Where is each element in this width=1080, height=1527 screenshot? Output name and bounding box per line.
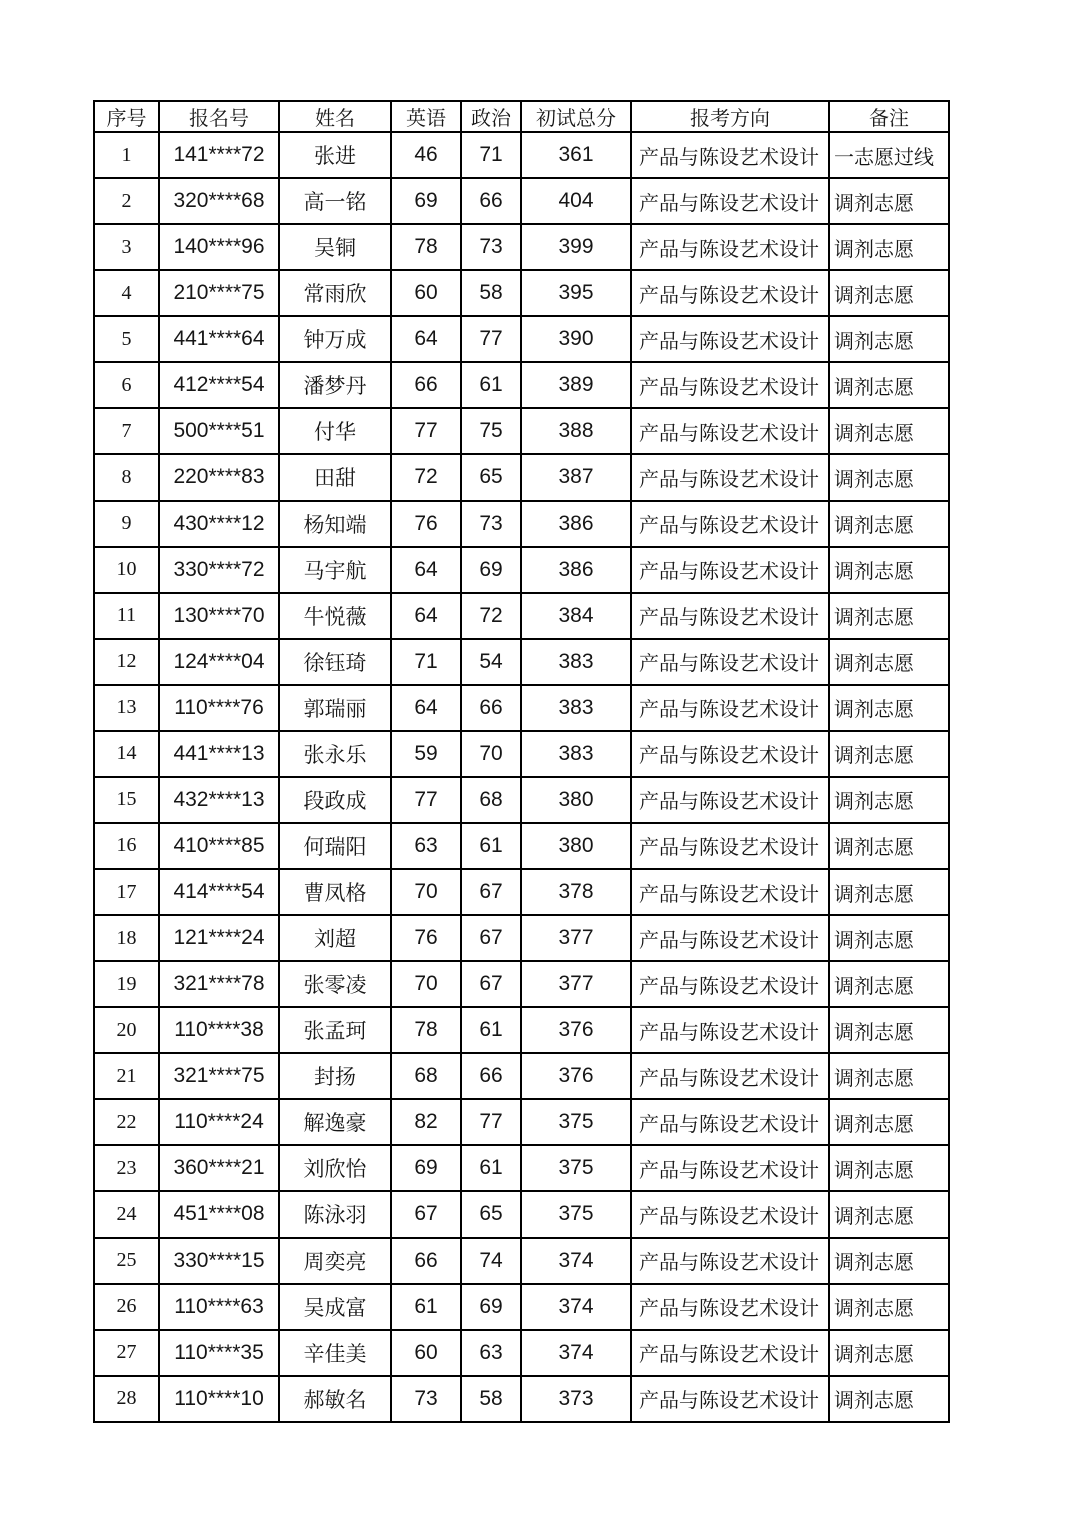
cell-english-score: 68 bbox=[391, 1053, 461, 1099]
cell-remark: 调剂志愿 bbox=[829, 685, 949, 731]
table-row bbox=[94, 685, 949, 731]
cell-serial-number: 21 bbox=[94, 1053, 159, 1099]
cell-politics-score: 66 bbox=[461, 178, 521, 224]
cell-total-score: 375 bbox=[521, 1099, 631, 1145]
cell-serial-number: 12 bbox=[94, 639, 159, 685]
table-row bbox=[94, 547, 949, 593]
cell-serial-number: 5 bbox=[94, 316, 159, 362]
cell-registration-number: 410****85 bbox=[159, 823, 279, 869]
cell-politics-score: 72 bbox=[461, 593, 521, 639]
cell-registration-number: 414****54 bbox=[159, 869, 279, 915]
table-row bbox=[94, 501, 949, 547]
cell-application-direction: 产品与陈设艺术设计 bbox=[631, 1053, 829, 1099]
table-row bbox=[94, 915, 949, 961]
cell-remark: 调剂志愿 bbox=[829, 869, 949, 915]
cell-name: 吴成富 bbox=[279, 1284, 391, 1330]
cell-remark: 调剂志愿 bbox=[829, 501, 949, 547]
cell-english-score: 76 bbox=[391, 915, 461, 961]
cell-total-score: 380 bbox=[521, 823, 631, 869]
cell-name: 辛佳美 bbox=[279, 1330, 391, 1376]
cell-application-direction: 产品与陈设艺术设计 bbox=[631, 777, 829, 823]
table-row bbox=[94, 777, 949, 823]
cell-total-score: 384 bbox=[521, 593, 631, 639]
cell-remark: 调剂志愿 bbox=[829, 1238, 949, 1284]
cell-remark: 一志愿过线 bbox=[829, 132, 949, 178]
cell-politics-score: 77 bbox=[461, 1099, 521, 1145]
header-serial-number: 序号 bbox=[94, 101, 159, 132]
cell-english-score: 59 bbox=[391, 731, 461, 777]
cell-english-score: 66 bbox=[391, 362, 461, 408]
cell-name: 钟万成 bbox=[279, 316, 391, 362]
cell-name: 段政成 bbox=[279, 777, 391, 823]
cell-name: 郭瑞丽 bbox=[279, 685, 391, 731]
cell-application-direction: 产品与陈设艺术设计 bbox=[631, 593, 829, 639]
cell-serial-number: 8 bbox=[94, 454, 159, 500]
cell-serial-number: 22 bbox=[94, 1099, 159, 1145]
cell-remark: 调剂志愿 bbox=[829, 362, 949, 408]
cell-serial-number: 19 bbox=[94, 961, 159, 1007]
cell-serial-number: 18 bbox=[94, 915, 159, 961]
cell-registration-number: 320****68 bbox=[159, 178, 279, 224]
cell-registration-number: 110****38 bbox=[159, 1007, 279, 1053]
cell-name: 高一铭 bbox=[279, 178, 391, 224]
cell-total-score: 386 bbox=[521, 501, 631, 547]
cell-politics-score: 69 bbox=[461, 547, 521, 593]
cell-registration-number: 330****72 bbox=[159, 547, 279, 593]
cell-name: 解逸豪 bbox=[279, 1099, 391, 1145]
cell-english-score: 76 bbox=[391, 501, 461, 547]
cell-serial-number: 15 bbox=[94, 777, 159, 823]
cell-remark: 调剂志愿 bbox=[829, 1007, 949, 1053]
cell-total-score: 387 bbox=[521, 454, 631, 500]
table-row bbox=[94, 316, 949, 362]
cell-registration-number: 321****75 bbox=[159, 1053, 279, 1099]
cell-english-score: 78 bbox=[391, 224, 461, 270]
cell-politics-score: 69 bbox=[461, 1284, 521, 1330]
cell-application-direction: 产品与陈设艺术设计 bbox=[631, 961, 829, 1007]
cell-english-score: 77 bbox=[391, 777, 461, 823]
table-row bbox=[94, 961, 949, 1007]
cell-name: 张进 bbox=[279, 132, 391, 178]
cell-politics-score: 67 bbox=[461, 915, 521, 961]
cell-registration-number: 500****51 bbox=[159, 408, 279, 454]
cell-politics-score: 58 bbox=[461, 1376, 521, 1422]
cell-application-direction: 产品与陈设艺术设计 bbox=[631, 731, 829, 777]
cell-application-direction: 产品与陈设艺术设计 bbox=[631, 869, 829, 915]
cell-remark: 调剂志愿 bbox=[829, 915, 949, 961]
cell-politics-score: 61 bbox=[461, 823, 521, 869]
cell-remark: 调剂志愿 bbox=[829, 178, 949, 224]
cell-politics-score: 73 bbox=[461, 501, 521, 547]
cell-serial-number: 9 bbox=[94, 501, 159, 547]
cell-english-score: 69 bbox=[391, 1145, 461, 1191]
table-row bbox=[94, 1284, 949, 1330]
cell-registration-number: 140****96 bbox=[159, 224, 279, 270]
cell-total-score: 378 bbox=[521, 869, 631, 915]
cell-serial-number: 27 bbox=[94, 1330, 159, 1376]
cell-application-direction: 产品与陈设艺术设计 bbox=[631, 501, 829, 547]
cell-english-score: 63 bbox=[391, 823, 461, 869]
cell-serial-number: 1 bbox=[94, 132, 159, 178]
cell-registration-number: 441****64 bbox=[159, 316, 279, 362]
cell-application-direction: 产品与陈设艺术设计 bbox=[631, 1099, 829, 1145]
cell-english-score: 60 bbox=[391, 270, 461, 316]
cell-remark: 调剂志愿 bbox=[829, 270, 949, 316]
cell-politics-score: 65 bbox=[461, 454, 521, 500]
cell-remark: 调剂志愿 bbox=[829, 1099, 949, 1145]
cell-remark: 调剂志愿 bbox=[829, 316, 949, 362]
admission-score-table bbox=[93, 100, 950, 1423]
table-body bbox=[94, 132, 949, 1422]
table-row bbox=[94, 593, 949, 639]
cell-serial-number: 2 bbox=[94, 178, 159, 224]
cell-serial-number: 25 bbox=[94, 1238, 159, 1284]
cell-english-score: 60 bbox=[391, 1330, 461, 1376]
cell-remark: 调剂志愿 bbox=[829, 454, 949, 500]
cell-name: 张孟珂 bbox=[279, 1007, 391, 1053]
cell-remark: 调剂志愿 bbox=[829, 408, 949, 454]
cell-application-direction: 产品与陈设艺术设计 bbox=[631, 1376, 829, 1422]
cell-application-direction: 产品与陈设艺术设计 bbox=[631, 639, 829, 685]
table-row bbox=[94, 1330, 949, 1376]
cell-politics-score: 65 bbox=[461, 1191, 521, 1237]
cell-application-direction: 产品与陈设艺术设计 bbox=[631, 224, 829, 270]
cell-name: 常雨欣 bbox=[279, 270, 391, 316]
cell-application-direction: 产品与陈设艺术设计 bbox=[631, 316, 829, 362]
cell-application-direction: 产品与陈设艺术设计 bbox=[631, 1007, 829, 1053]
table-row bbox=[94, 731, 949, 777]
cell-application-direction: 产品与陈设艺术设计 bbox=[631, 685, 829, 731]
table-row bbox=[94, 1145, 949, 1191]
table-row bbox=[94, 270, 949, 316]
cell-total-score: 374 bbox=[521, 1238, 631, 1284]
cell-politics-score: 77 bbox=[461, 316, 521, 362]
cell-total-score: 361 bbox=[521, 132, 631, 178]
cell-total-score: 377 bbox=[521, 961, 631, 1007]
table-row bbox=[94, 362, 949, 408]
cell-english-score: 61 bbox=[391, 1284, 461, 1330]
cell-total-score: 383 bbox=[521, 685, 631, 731]
cell-remark: 调剂志愿 bbox=[829, 1284, 949, 1330]
cell-politics-score: 74 bbox=[461, 1238, 521, 1284]
cell-politics-score: 61 bbox=[461, 1007, 521, 1053]
cell-total-score: 375 bbox=[521, 1191, 631, 1237]
table-row bbox=[94, 1053, 949, 1099]
table-row bbox=[94, 1191, 949, 1237]
cell-serial-number: 17 bbox=[94, 869, 159, 915]
cell-serial-number: 20 bbox=[94, 1007, 159, 1053]
cell-registration-number: 412****54 bbox=[159, 362, 279, 408]
cell-total-score: 376 bbox=[521, 1007, 631, 1053]
cell-english-score: 64 bbox=[391, 593, 461, 639]
cell-politics-score: 66 bbox=[461, 685, 521, 731]
cell-name: 周奕亮 bbox=[279, 1238, 391, 1284]
cell-name: 吴铜 bbox=[279, 224, 391, 270]
cell-total-score: 383 bbox=[521, 639, 631, 685]
cell-name: 付华 bbox=[279, 408, 391, 454]
cell-total-score: 388 bbox=[521, 408, 631, 454]
cell-name: 曹凤格 bbox=[279, 869, 391, 915]
cell-politics-score: 61 bbox=[461, 1145, 521, 1191]
header-english: 英语 bbox=[391, 101, 461, 132]
cell-registration-number: 110****24 bbox=[159, 1099, 279, 1145]
cell-name: 封扬 bbox=[279, 1053, 391, 1099]
cell-english-score: 73 bbox=[391, 1376, 461, 1422]
cell-remark: 调剂志愿 bbox=[829, 1053, 949, 1099]
cell-name: 陈泳羽 bbox=[279, 1191, 391, 1237]
cell-serial-number: 23 bbox=[94, 1145, 159, 1191]
cell-remark: 调剂志愿 bbox=[829, 731, 949, 777]
cell-remark: 调剂志愿 bbox=[829, 1330, 949, 1376]
table-row bbox=[94, 224, 949, 270]
header-row bbox=[94, 101, 949, 132]
cell-total-score: 390 bbox=[521, 316, 631, 362]
cell-total-score: 386 bbox=[521, 547, 631, 593]
cell-politics-score: 73 bbox=[461, 224, 521, 270]
cell-application-direction: 产品与陈设艺术设计 bbox=[631, 132, 829, 178]
cell-total-score: 404 bbox=[521, 178, 631, 224]
cell-name: 牛悦薇 bbox=[279, 593, 391, 639]
cell-serial-number: 24 bbox=[94, 1191, 159, 1237]
cell-name: 刘欣怡 bbox=[279, 1145, 391, 1191]
cell-name: 杨知端 bbox=[279, 501, 391, 547]
cell-english-score: 67 bbox=[391, 1191, 461, 1237]
cell-remark: 调剂志愿 bbox=[829, 1145, 949, 1191]
cell-politics-score: 70 bbox=[461, 731, 521, 777]
cell-serial-number: 10 bbox=[94, 547, 159, 593]
cell-application-direction: 产品与陈设艺术设计 bbox=[631, 1191, 829, 1237]
cell-remark: 调剂志愿 bbox=[829, 593, 949, 639]
cell-remark: 调剂志愿 bbox=[829, 1191, 949, 1237]
cell-politics-score: 71 bbox=[461, 132, 521, 178]
cell-registration-number: 130****70 bbox=[159, 593, 279, 639]
table-row bbox=[94, 178, 949, 224]
cell-politics-score: 61 bbox=[461, 362, 521, 408]
table-row bbox=[94, 1099, 949, 1145]
cell-politics-score: 58 bbox=[461, 270, 521, 316]
cell-application-direction: 产品与陈设艺术设计 bbox=[631, 547, 829, 593]
cell-registration-number: 124****04 bbox=[159, 639, 279, 685]
cell-serial-number: 3 bbox=[94, 224, 159, 270]
header-remark: 备注 bbox=[829, 101, 949, 132]
cell-application-direction: 产品与陈设艺术设计 bbox=[631, 454, 829, 500]
cell-total-score: 375 bbox=[521, 1145, 631, 1191]
cell-name: 张零凌 bbox=[279, 961, 391, 1007]
cell-name: 田甜 bbox=[279, 454, 391, 500]
cell-registration-number: 220****83 bbox=[159, 454, 279, 500]
cell-registration-number: 141****72 bbox=[159, 132, 279, 178]
cell-politics-score: 63 bbox=[461, 1330, 521, 1376]
table-row bbox=[94, 132, 949, 178]
cell-english-score: 72 bbox=[391, 454, 461, 500]
cell-serial-number: 4 bbox=[94, 270, 159, 316]
cell-name: 潘梦丹 bbox=[279, 362, 391, 408]
cell-english-score: 71 bbox=[391, 639, 461, 685]
cell-english-score: 78 bbox=[391, 1007, 461, 1053]
cell-english-score: 77 bbox=[391, 408, 461, 454]
cell-remark: 调剂志愿 bbox=[829, 224, 949, 270]
cell-application-direction: 产品与陈设艺术设计 bbox=[631, 1145, 829, 1191]
cell-name: 马宇航 bbox=[279, 547, 391, 593]
table-row bbox=[94, 1007, 949, 1053]
cell-registration-number: 360****21 bbox=[159, 1145, 279, 1191]
cell-english-score: 70 bbox=[391, 961, 461, 1007]
table-row bbox=[94, 454, 949, 500]
cell-registration-number: 110****35 bbox=[159, 1330, 279, 1376]
cell-application-direction: 产品与陈设艺术设计 bbox=[631, 362, 829, 408]
header-application-direction: 报考方向 bbox=[631, 101, 829, 132]
table-row bbox=[94, 869, 949, 915]
cell-registration-number: 110****76 bbox=[159, 685, 279, 731]
cell-total-score: 383 bbox=[521, 731, 631, 777]
cell-english-score: 82 bbox=[391, 1099, 461, 1145]
cell-application-direction: 产品与陈设艺术设计 bbox=[631, 1238, 829, 1284]
cell-total-score: 389 bbox=[521, 362, 631, 408]
cell-total-score: 374 bbox=[521, 1284, 631, 1330]
cell-total-score: 399 bbox=[521, 224, 631, 270]
cell-english-score: 64 bbox=[391, 685, 461, 731]
cell-application-direction: 产品与陈设艺术设计 bbox=[631, 1330, 829, 1376]
cell-registration-number: 121****24 bbox=[159, 915, 279, 961]
cell-english-score: 64 bbox=[391, 316, 461, 362]
cell-remark: 调剂志愿 bbox=[829, 1376, 949, 1422]
cell-serial-number: 13 bbox=[94, 685, 159, 731]
cell-name: 何瑞阳 bbox=[279, 823, 391, 869]
cell-registration-number: 210****75 bbox=[159, 270, 279, 316]
cell-application-direction: 产品与陈设艺术设计 bbox=[631, 823, 829, 869]
cell-total-score: 374 bbox=[521, 1330, 631, 1376]
cell-name: 郝敏名 bbox=[279, 1376, 391, 1422]
cell-serial-number: 7 bbox=[94, 408, 159, 454]
table-row bbox=[94, 639, 949, 685]
header-name: 姓名 bbox=[279, 101, 391, 132]
table-row bbox=[94, 823, 949, 869]
cell-application-direction: 产品与陈设艺术设计 bbox=[631, 1284, 829, 1330]
header-registration-number: 报名号 bbox=[159, 101, 279, 132]
table-row bbox=[94, 1376, 949, 1422]
cell-serial-number: 6 bbox=[94, 362, 159, 408]
cell-total-score: 376 bbox=[521, 1053, 631, 1099]
cell-english-score: 70 bbox=[391, 869, 461, 915]
cell-serial-number: 16 bbox=[94, 823, 159, 869]
cell-serial-number: 11 bbox=[94, 593, 159, 639]
cell-name: 刘超 bbox=[279, 915, 391, 961]
cell-politics-score: 68 bbox=[461, 777, 521, 823]
cell-politics-score: 75 bbox=[461, 408, 521, 454]
cell-registration-number: 330****15 bbox=[159, 1238, 279, 1284]
cell-registration-number: 432****13 bbox=[159, 777, 279, 823]
header-total-score: 初试总分 bbox=[521, 101, 631, 132]
cell-politics-score: 66 bbox=[461, 1053, 521, 1099]
cell-total-score: 395 bbox=[521, 270, 631, 316]
cell-remark: 调剂志愿 bbox=[829, 777, 949, 823]
cell-serial-number: 28 bbox=[94, 1376, 159, 1422]
cell-politics-score: 54 bbox=[461, 639, 521, 685]
cell-remark: 调剂志愿 bbox=[829, 639, 949, 685]
table-row bbox=[94, 408, 949, 454]
cell-name: 徐钰琦 bbox=[279, 639, 391, 685]
cell-application-direction: 产品与陈设艺术设计 bbox=[631, 270, 829, 316]
cell-remark: 调剂志愿 bbox=[829, 547, 949, 593]
cell-politics-score: 67 bbox=[461, 869, 521, 915]
cell-registration-number: 321****78 bbox=[159, 961, 279, 1007]
cell-registration-number: 110****10 bbox=[159, 1376, 279, 1422]
table-row bbox=[94, 1238, 949, 1284]
cell-total-score: 377 bbox=[521, 915, 631, 961]
cell-serial-number: 26 bbox=[94, 1284, 159, 1330]
cell-english-score: 69 bbox=[391, 178, 461, 224]
cell-remark: 调剂志愿 bbox=[829, 961, 949, 1007]
cell-registration-number: 451****08 bbox=[159, 1191, 279, 1237]
cell-english-score: 66 bbox=[391, 1238, 461, 1284]
cell-total-score: 380 bbox=[521, 777, 631, 823]
cell-total-score: 373 bbox=[521, 1376, 631, 1422]
cell-politics-score: 67 bbox=[461, 961, 521, 1007]
cell-english-score: 46 bbox=[391, 132, 461, 178]
cell-application-direction: 产品与陈设艺术设计 bbox=[631, 915, 829, 961]
cell-application-direction: 产品与陈设艺术设计 bbox=[631, 408, 829, 454]
cell-application-direction: 产品与陈设艺术设计 bbox=[631, 178, 829, 224]
cell-registration-number: 110****63 bbox=[159, 1284, 279, 1330]
cell-name: 张永乐 bbox=[279, 731, 391, 777]
cell-serial-number: 14 bbox=[94, 731, 159, 777]
cell-remark: 调剂志愿 bbox=[829, 823, 949, 869]
cell-registration-number: 430****12 bbox=[159, 501, 279, 547]
cell-english-score: 64 bbox=[391, 547, 461, 593]
header-politics: 政治 bbox=[461, 101, 521, 132]
cell-registration-number: 441****13 bbox=[159, 731, 279, 777]
